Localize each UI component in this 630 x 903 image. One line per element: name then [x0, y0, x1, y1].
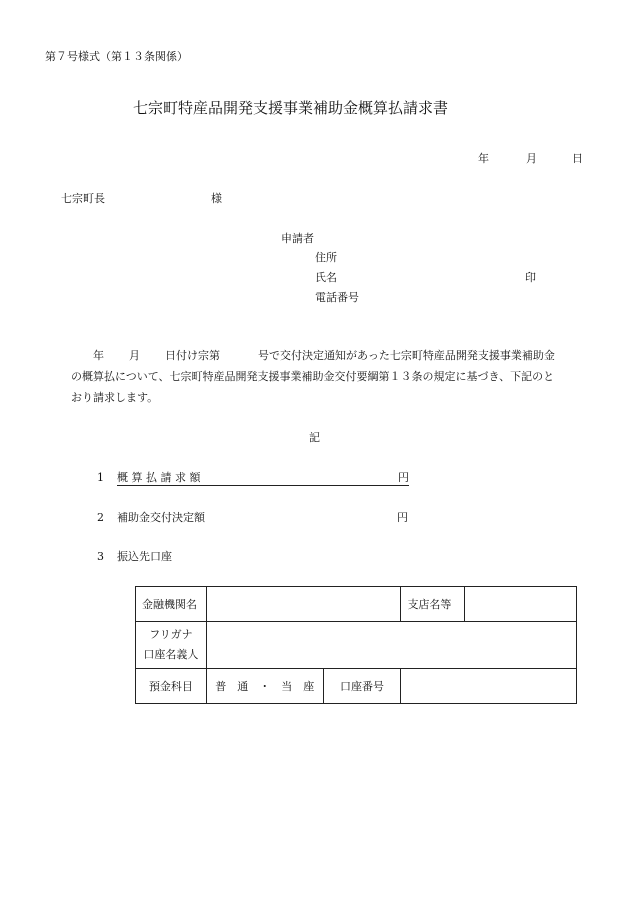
form-number: 第７号様式（第１３条関係）: [45, 50, 188, 63]
phone-label: 電話番号: [315, 291, 359, 304]
body-month: 月: [129, 349, 140, 362]
account-type-options[interactable]: 普 通 ・ 当 座: [206, 669, 323, 704]
item-unit: 円: [397, 511, 408, 524]
kana-label: フリガナ: [149, 628, 193, 641]
item-label: 振込先口座: [117, 550, 172, 563]
seal-mark: 印: [525, 271, 536, 284]
table-row: [136, 622, 577, 669]
item-number: 1: [97, 471, 104, 484]
body-line1-rest: 号で交付決定通知があった七宗町特産品開発支援事業補助金: [258, 349, 555, 362]
branch-label: 支店名等: [401, 587, 465, 622]
account-type-label: 預金科目: [136, 669, 207, 704]
date-month: 月: [526, 152, 537, 165]
holder-label-cell: [136, 622, 207, 669]
addressee-name: 七宗町長: [61, 192, 105, 205]
body-line2: の概算払について、七宗町特産品開発支援事業補助金交付要綱第１３条の規定に基づき、下記のと: [71, 370, 555, 383]
applicant-heading: 申請者: [281, 232, 314, 245]
body-line3: おり請求します。: [71, 391, 159, 404]
body-date-ref: 日付け宗第: [165, 349, 220, 362]
account-number-field[interactable]: [401, 669, 577, 704]
bank-name-label: 金融機関名: [136, 587, 207, 622]
bank-account-table: [135, 586, 577, 704]
date-year: 年: [478, 152, 489, 165]
bank-name-field[interactable]: [206, 587, 401, 622]
item-number: 2: [97, 511, 104, 524]
holder-field[interactable]: [206, 622, 576, 669]
item-unit: 円: [398, 471, 409, 484]
address-label: 住所: [315, 251, 337, 264]
branch-field[interactable]: [465, 587, 577, 622]
table-row: [136, 587, 577, 622]
holder-label: 口座名義人: [143, 648, 199, 661]
item-label: 補助金交付決定額: [117, 511, 205, 524]
item-number: 3: [97, 550, 104, 563]
item-label: 概 算 払 請 求 額: [117, 471, 201, 484]
table-row: [136, 669, 577, 704]
document-title: 七宗町特産品開発支援事業補助金概算払請求書: [133, 99, 449, 117]
body-year: 年: [93, 349, 104, 362]
addressee-honorific: 様: [211, 192, 222, 205]
ki-heading: 記: [309, 431, 320, 444]
name-label: 氏名: [315, 271, 337, 284]
account-number-label: 口座番号: [323, 669, 401, 704]
requested-amount-line: [117, 471, 409, 486]
date-day: 日: [572, 152, 583, 165]
